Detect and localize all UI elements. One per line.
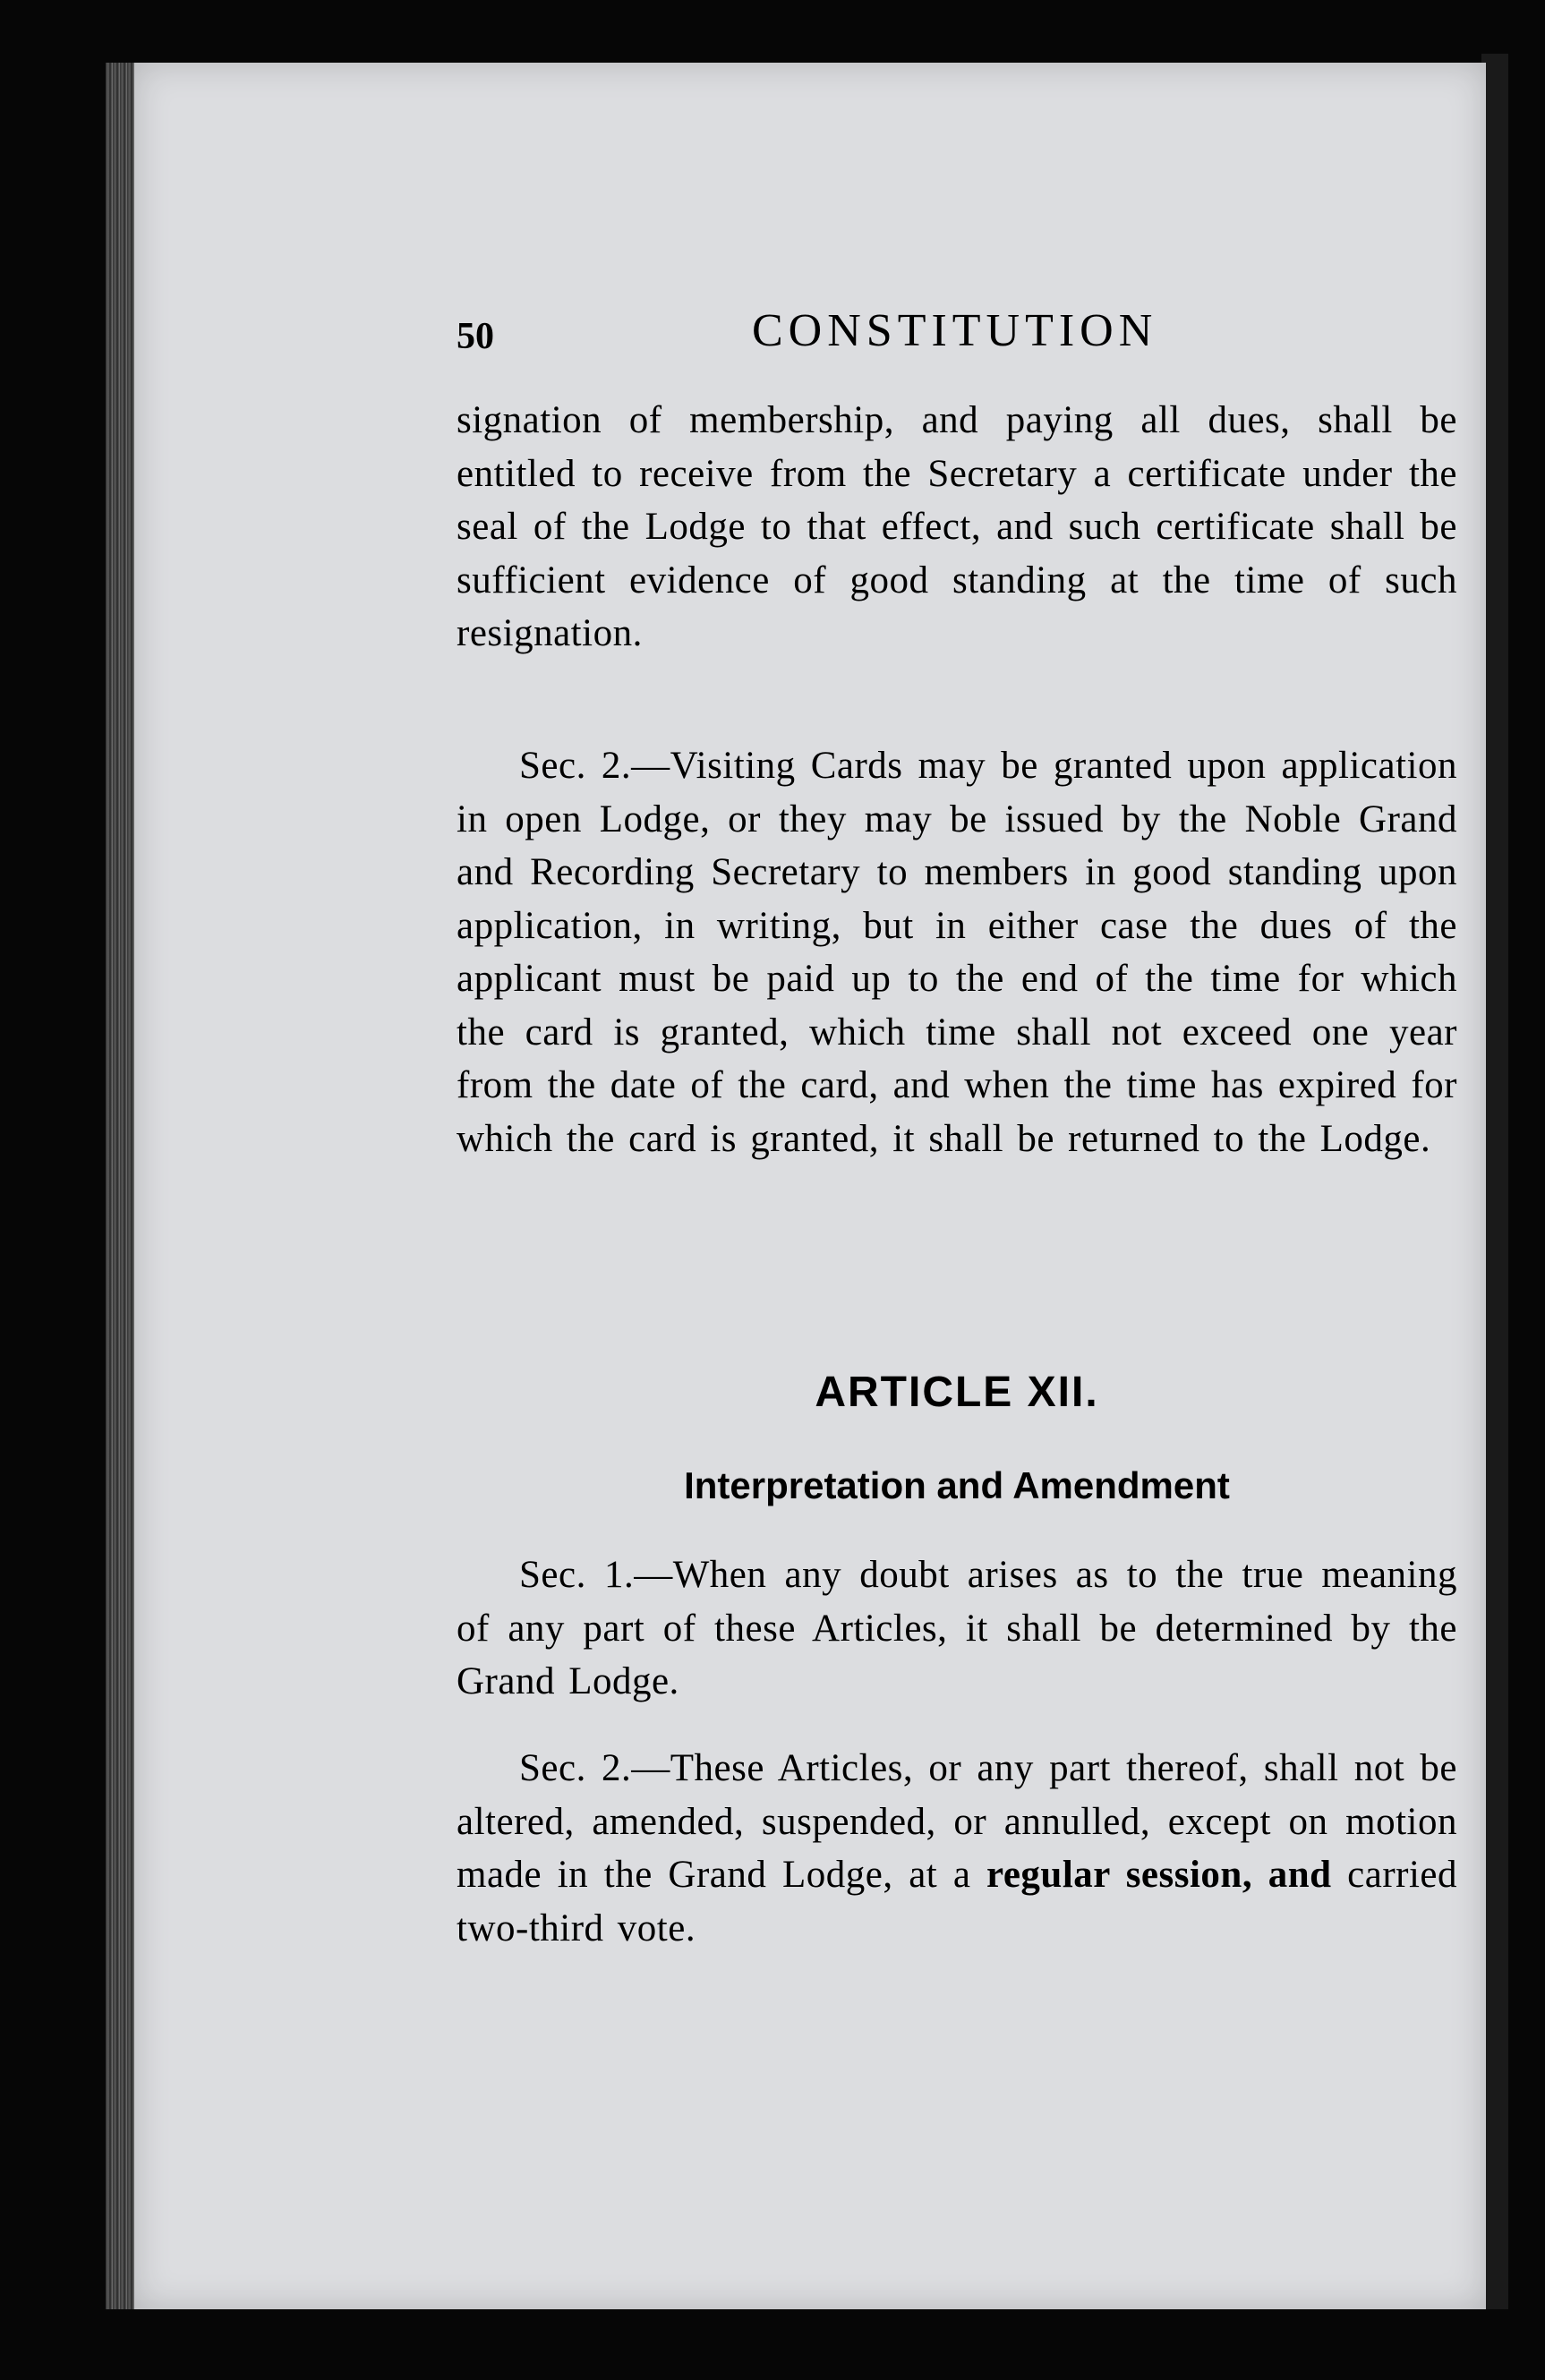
paragraph-interpretation: Sec. 1.—When any doubt arises as to the true meaning of any part of these Articles, it shall be determined by the Grand Lodge.: [457, 1554, 1457, 1702]
paragraph-visiting-cards: Sec. 2.—Visiting Cards may be granted upon application in open Lodge, or they may be issued by the Noble Grand and Recording Secretary to members in good standing upon application, in writing, but in either case the dues of the applicant must be paid up to the end of the time for which the card is granted, which time shall not exceed one year from the date of the card, and when the time has expired for which the card is granted, it shall be returned to the Lodge.: [457, 745, 1457, 1160]
page-number: 50: [457, 316, 494, 357]
article-subheading: Interpretation and Amendment: [684, 1464, 1230, 1506]
running-head-title: CONSTITUTION: [752, 305, 1158, 356]
article-heading: ARTICLE XII.: [815, 1369, 1099, 1416]
paragraph-amendment: [457, 1742, 1457, 1955]
amendment-text-end: carried two-third vote.: [457, 1854, 1457, 1949]
paragraph-resignation: signation of membership, and paying all dues, shall be entitled to receive from the Secretary a certificate under the seal of the Lodge to that effect, and such certificate shall be sufficient evidence of good standing at the time of such resignation.: [457, 399, 1457, 654]
amendment-text-bold: regular session, and: [986, 1854, 1332, 1896]
running-head: [322, 304, 1466, 385]
amendment-text-start: Sec. 2.—These Articles, or any part thereof, shall not be altered, amended, suspended, or annulled, except on motion made in the Grand Lodge, at a: [457, 1747, 1457, 1896]
